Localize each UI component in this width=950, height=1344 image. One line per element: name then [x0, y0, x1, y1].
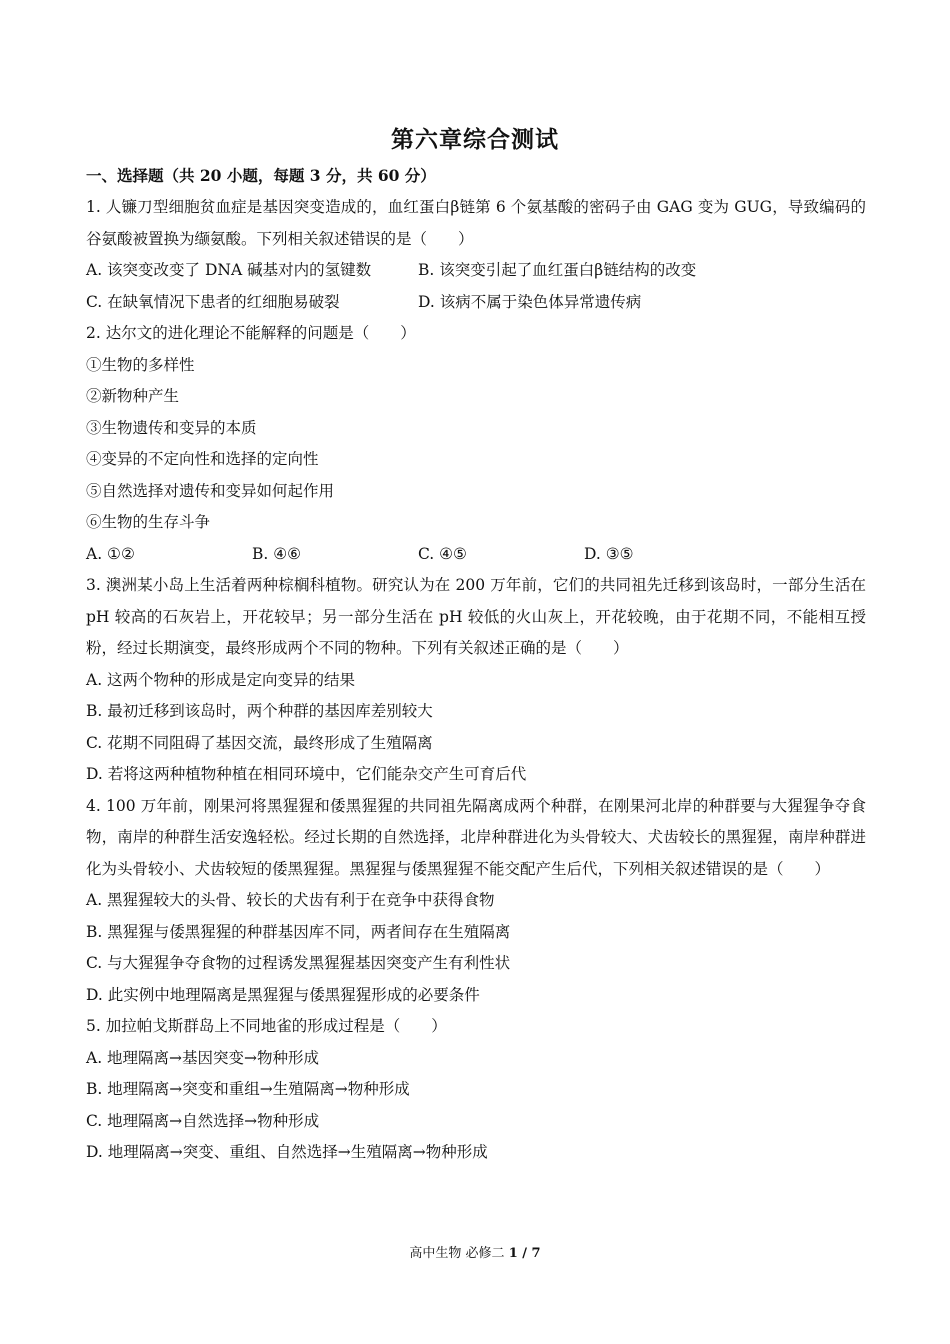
question-2-option-d: D. ③⑤: [584, 544, 634, 563]
question-4-option-c: C. 与大猩猩争夺食物的过程诱发黑猩猩基因突变产生有利性状: [86, 954, 511, 972]
question-4-option-d: D. 此实例中地理隔离是黑猩猩与倭黑猩猩形成的必要条件: [86, 985, 480, 1004]
question-2-item: ⑤自然选择对遗传和变异如何起作用: [86, 481, 335, 500]
question-2-stem: 2. 达尔文的进化理论不能解释的问题是（ ）: [86, 324, 416, 342]
question-2-option-a: A. ①②: [86, 544, 135, 563]
question-5-option-d: D. 地理隔离→突变、重组、自然选择→生殖隔离→物种形成: [86, 1143, 488, 1161]
question-1-option-a: A. 该突变改变了 DNA 碱基对内的氢键数: [86, 261, 372, 279]
question-2-item: ③生物遗传和变异的本质: [86, 418, 257, 437]
question-3-option-a: A. 这两个物种的形成是定向变异的结果: [86, 670, 356, 689]
question-2-item: ⑥生物的生存斗争: [86, 513, 211, 531]
question-1-stem: 1. 人镰刀型细胞贫血症是基因突变造成的，血红蛋白β链第 6 个氨基酸的密码子由 GAG 变为 GUG，导致编码的谷氨酸被置换为缬氨酸。下列相关叙述错误的是（ ）: [86, 198, 866, 248]
question-5-stem: 5. 加拉帕戈斯群岛上不同地雀的形成过程是（ ）: [86, 1017, 447, 1035]
question-1-option-d: D. 该病不属于染色体异常遗传病: [418, 292, 642, 311]
question-1-option-b: B. 该突变引起了血红蛋白β链结构的改变: [418, 261, 697, 279]
question-list: [86, 192, 866, 1169]
question-3-option-b: B. 最初迁移到该岛时，两个种群的基因库差别较大: [86, 702, 433, 720]
question-5-option-a: A. 地理隔离→基因突变→物种形成: [86, 1048, 320, 1067]
question-3-stem: 3. 澳洲某小岛上生活着两种棕榈科植物。研究认为在 200 万年前，它们的共同祖先迁移到该岛时，一部分生活在 pH 较高的石灰岩上，开花较早；另一部分生活在 pH 较低的火山灰上，开花较晚，由于花期不同，不能相互授粉，经过长期演变，最终形成两个不同的物种。下列有关叙述正确的是（ ）: [86, 576, 866, 657]
page-number: 1 / 7: [508, 1246, 541, 1261]
question-4-option-b: B. 黑猩猩与倭黑猩猩的种群基因库不同，两者间存在生殖隔离: [86, 922, 511, 941]
question-3-option-c: C. 花期不同阻碍了基因交流，最终形成了生殖隔离: [86, 733, 433, 752]
page-footer: [0, 1242, 950, 1261]
question-4-option-a: A. 黑猩猩较大的头骨、较长的犬齿有利于在竞争中获得食物: [86, 891, 495, 909]
question-2-item: ①生物的多样性: [86, 355, 195, 374]
question-2-item: ②新物种产生: [86, 387, 180, 405]
question-5-option-b: B. 地理隔离→突变和重组→生殖隔离→物种形成: [86, 1080, 410, 1098]
page-title: 第六章综合测试: [391, 126, 559, 153]
question-2-item: ④变异的不定向性和选择的定向性: [86, 450, 319, 468]
question-3-option-d: D. 若将这两种植物种植在相同环境中，它们能杂交产生可育后代: [86, 765, 527, 783]
section-heading: 一、选择题（共 20 小题，每题 3 分，共 60 分）: [86, 166, 436, 185]
question-2-option-c: C. ④⑤: [418, 544, 467, 563]
question-1-options-row-2: [86, 287, 866, 319]
question-1-option-c: C. 在缺氧情况下患者的红细胞易破裂: [86, 292, 340, 311]
question-1-options-row-1: [86, 255, 866, 287]
question-5-option-c: C. 地理隔离→自然选择→物种形成: [86, 1111, 320, 1130]
question-2-option-b: B. ④⑥: [252, 544, 302, 563]
question-2-options: [86, 539, 866, 571]
footer-label: 高中生物 必修二: [409, 1246, 505, 1261]
question-4-stem: 4. 100 万年前，刚果河将黑猩猩和倭黑猩猩的共同祖先隔离成两个种群，在刚果河北岸的种群要与大猩猩争夺食物，南岸的种群生活安逸轻松。经过长期的自然选择，北岸种群进化为头骨较大、犬齿较长的黑猩猩，南岸种群进化为头骨较小、犬齿较短的倭黑猩猩。黑猩猩与倭黑猩猩不能交配产生后代，下列相关叙述错误的是（ ）: [86, 796, 866, 878]
